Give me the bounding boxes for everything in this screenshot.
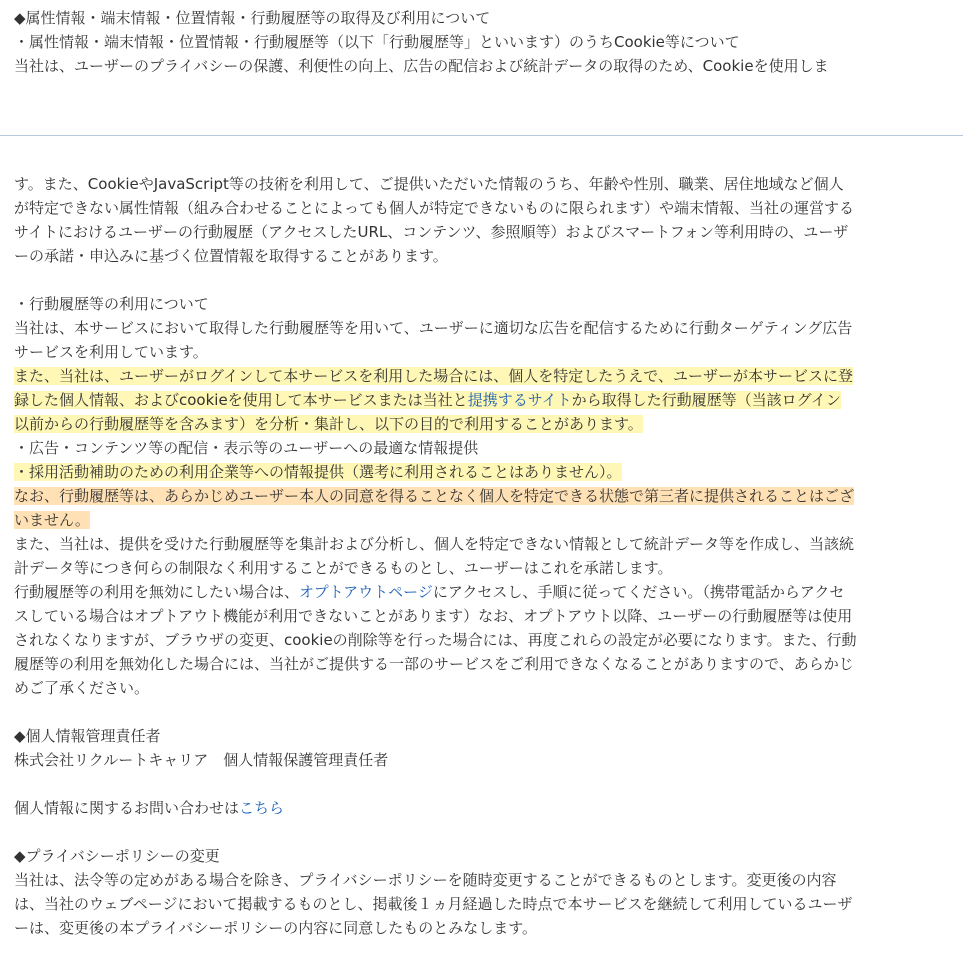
text-line: ーの承諾・申込みに基づく位置情報を取得することがあります。: [14, 247, 448, 265]
text-line: 行動履歴等の利用を無効にしたい場合は、オプトアウトページにアクセスし、手順に従ってください。（携帯電話からアクセ: [14, 583, 845, 601]
text-line: 当社は、本サービスにおいて取得した行動履歴等を用いて、ユーザーに適切な広告を配信するために行動ターゲティング広告: [14, 319, 853, 337]
bullet-item: ・広告・コンテンツ等の配信・表示等のユーザーへの最適な情報提供: [14, 439, 479, 457]
main-content: [14, 172, 949, 940]
text-line: また、当社は、提供を受けた行動履歴等を集計および分析し、個人を特定できない情報として統計データ等を作成し、当該統: [14, 535, 855, 553]
usage-heading: ・行動履歴等の利用について: [14, 295, 209, 313]
highlighted-line: 以前からの行動履歴等を含みます）を分析・集計し、以下の目的で利用することがあります。: [14, 415, 643, 433]
highlighted-line: なお、行動履歴等は、あらかじめユーザー本人の同意を得ることなく個人を特定できる状態で第三者に提供されることはござ: [14, 487, 855, 505]
text-line: 計データ等につき何らの制限なく利用することができるものとし、ユーザーはこれを承諾します。: [14, 559, 673, 577]
contact-line: 個人情報に関するお問い合わせはこちら: [14, 799, 285, 817]
manager-name: 株式会社リクルートキャリア 個人情報保護管理責任者: [14, 751, 389, 769]
highlighted-line: また、当社は、ユーザーがログインして本サービスを利用した場合には、個人を特定したうえで、ユーザーが本サービスに登: [14, 367, 853, 385]
top-section: [14, 6, 949, 78]
intro-text: 当社は、ユーザーのプライバシーの保護、利便性の向上、広告の配信および統計データの取得のため、Cookieを使用しま: [14, 57, 829, 75]
subheading-cookie: ・属性情報・端末情報・位置情報・行動履歴等（以下「行動履歴等」といいます）のうちCookie等について: [14, 33, 740, 51]
section-heading-attribute-info: ◆属性情報・端末情報・位置情報・行動履歴等の取得及び利用について: [14, 9, 491, 27]
text-line: めご了承ください。: [14, 679, 150, 697]
text-line: サイトにおけるユーザーの行動履歴（アクセスしたURL、コンテンツ、参照順等）およびスマートフォン等利用時の、ユーザ: [14, 223, 849, 241]
text-line: サービスを利用しています。: [14, 343, 208, 361]
text-line: が特定できない属性情報（組み合わせることによっても個人が特定できないものに限られます）や端末情報、当社の運営する: [14, 199, 855, 217]
text-line: 当社は、法令等の定めがある場合を除き、プライバシーポリシーを随時変更することができるものとします。変更後の内容: [14, 871, 837, 889]
partner-sites-link[interactable]: 提携するサイト: [467, 391, 572, 409]
text-line: 履歴等の利用を無効化した場合には、当社がご提供する一部のサービスをご利用できなくなることがありますので、あらかじ: [14, 655, 854, 673]
contact-link[interactable]: こちら: [239, 799, 285, 817]
highlighted-line: いません。: [14, 511, 90, 529]
text-line: ーは、変更後の本プライバシーポリシーの内容に同意したものとみなします。: [14, 919, 538, 937]
text-line: す。また、CookieやJavaScript等の技術を利用して、ご提供いただいた情報のうち、年齢や性別、職業、居住地域など個人: [14, 175, 844, 193]
text-line: は、当社のウェブページにおいて掲載するものとし、掲載後１ヵ月経過した時点で本サービスを継続して利用しているユーザ: [14, 895, 853, 913]
text-line: されなくなりますが、ブラウザの変更、cookieの削除等を行った場合には、再度これらの設定が必要になります。また、行動: [14, 631, 857, 649]
text-line: スしている場合はオプトアウト機能が利用できないことがあります）なお、オプトアウト以降、ユーザーの行動履歴等は使用: [14, 607, 853, 625]
highlighted-line: 録した個人情報、およびcookieを使用して本サービスまたは当社と提携するサイトから取得した行動履歴等（当該ログイン: [14, 391, 841, 409]
page-divider: [0, 135, 963, 136]
paragraph-cookie-details: [14, 172, 949, 268]
manager-heading: ◆個人情報管理責任者: [14, 727, 161, 745]
policy-heading: ◆プライバシーポリシーの変更: [14, 847, 220, 865]
bullet-item: ・採用活動補助のための利用企業等への情報提供（選考に利用されることはありません）。: [14, 463, 622, 481]
optout-page-link[interactable]: オプトアウトページ: [299, 583, 433, 601]
